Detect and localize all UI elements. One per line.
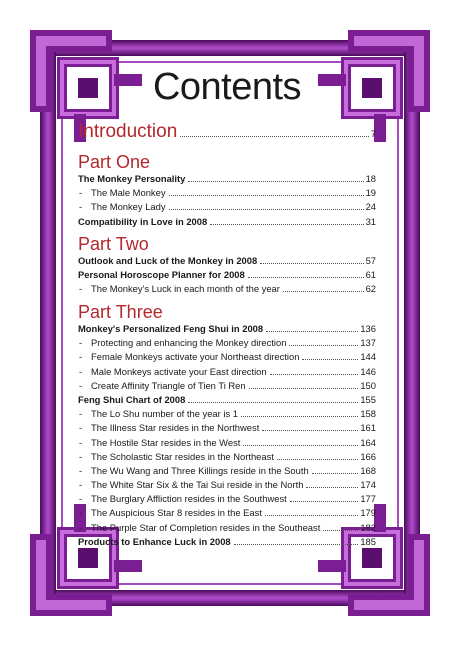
toc-entry[interactable] <box>78 407 376 421</box>
toc-entry[interactable] <box>78 215 376 229</box>
entry-text: - The Illness Star resides in the Northwest <box>78 421 259 435</box>
entry-text: - The White Star Six & the Tai Sui reside in the North <box>78 478 303 492</box>
part-title: Part Three <box>78 302 163 322</box>
toc-entry[interactable] <box>78 365 376 379</box>
leader-dots <box>266 331 358 332</box>
toc-entry[interactable] <box>78 478 376 492</box>
page-number: 164 <box>360 436 376 448</box>
toc-entry[interactable] <box>78 521 376 535</box>
entry-text: - The Scholastic Star resides in the Northeast <box>78 450 274 464</box>
entry-text: Products to Enhance Luck in 2008 <box>78 535 231 547</box>
entry-text: - The Wu Wang and Three Killings reside in the South <box>78 464 309 478</box>
entry-text: - Create Affinity Triangle of Tien Ti Ren <box>78 379 246 393</box>
page-number: 155 <box>360 393 376 405</box>
toc-entry[interactable] <box>78 464 376 478</box>
leader-dots <box>188 181 363 182</box>
toc-entry[interactable] <box>78 254 376 268</box>
entry-text: - Female Monkeys activate your Northeast direction <box>78 350 299 364</box>
page-number: 161 <box>360 422 376 434</box>
toc-entry[interactable] <box>78 492 376 506</box>
entry-text: - The Lo Shu number of the year is 1 <box>78 407 238 421</box>
page-number: 137 <box>360 337 376 349</box>
page-number: 18 <box>365 173 376 184</box>
leader-dots <box>270 374 359 375</box>
part-title: Part Two <box>78 234 149 254</box>
toc-entry[interactable] <box>78 336 376 350</box>
entry-text: Monkey's Personalized Feng Shui in 2008 <box>78 323 264 334</box>
toc-entry[interactable] <box>78 506 376 520</box>
leader-dots <box>243 445 358 446</box>
toc-entry[interactable] <box>78 393 376 407</box>
leader-dots <box>210 224 363 225</box>
toc-entry[interactable] <box>78 421 376 435</box>
toc-entry[interactable] <box>78 379 376 393</box>
entry-text: - Protecting and enhancing the Monkey direction <box>78 336 286 350</box>
entry-text: Compatibility in Love in 2008 <box>78 215 208 227</box>
page-number: 136 <box>360 323 376 334</box>
part-three-section <box>78 302 376 549</box>
page-number: 174 <box>360 479 376 491</box>
entry-text: - The Purple Star of Completion resides in the Southeast <box>78 521 320 535</box>
part-title: Part One <box>78 152 151 172</box>
page-number: 146 <box>360 365 376 377</box>
page-title: Contents <box>152 66 302 108</box>
entry-text: - The Monkey Lady <box>78 200 166 214</box>
leader-dots <box>312 473 359 474</box>
toc-entry[interactable] <box>78 186 376 200</box>
part-one-section <box>78 152 376 229</box>
toc-entry[interactable] <box>78 350 376 364</box>
leader-dots <box>241 416 358 417</box>
toc-entry[interactable] <box>78 450 376 464</box>
leader-dots <box>306 487 358 488</box>
leader-dots <box>283 291 364 292</box>
entry-text: Personal Horoscope Planner for 2008 <box>78 269 245 281</box>
toc-entry[interactable] <box>78 282 376 296</box>
leader-dots <box>169 209 364 210</box>
entry-text: - The Auspicious Star 8 resides in the East <box>78 506 262 520</box>
entry-text: Feng Shui Chart of 2008 <box>78 393 186 405</box>
page-number: 177 <box>360 493 376 505</box>
leader-dots <box>302 359 358 360</box>
leader-dots <box>289 345 358 346</box>
toc-entry[interactable] <box>78 436 376 450</box>
leader-dots <box>188 402 358 403</box>
page-number: 179 <box>360 507 376 519</box>
page-number: 24 <box>365 201 376 213</box>
page-number: 185 <box>360 535 376 547</box>
page-number: 158 <box>360 408 376 420</box>
page-number: 19 <box>365 187 376 199</box>
toc-entry[interactable] <box>78 322 376 336</box>
toc-entry[interactable] <box>78 268 376 282</box>
page-number: 144 <box>360 351 376 363</box>
entry-text: - The Male Monkey <box>78 186 166 200</box>
leader-dots <box>260 263 363 264</box>
entry-text: - The Burglary Affliction resides in the Southwest <box>78 492 287 506</box>
leader-dots <box>265 515 358 516</box>
page-number: 166 <box>360 450 376 462</box>
toc-entry[interactable] <box>78 172 376 186</box>
toc-introduction[interactable] <box>78 121 376 143</box>
page-number: 31 <box>365 215 376 227</box>
page-number: 61 <box>365 269 376 281</box>
part-two-section <box>78 234 376 297</box>
page-number: 7 <box>370 129 376 140</box>
leader-dots <box>180 136 368 137</box>
page-number: 182 <box>360 521 376 533</box>
leader-dots <box>248 277 364 278</box>
introduction-label: Introduction <box>78 121 178 142</box>
entry-text: - The Hostile Star resides in the West <box>78 436 240 450</box>
entry-text: - Male Monkeys activate your East direction <box>78 365 267 379</box>
leader-dots <box>234 544 359 545</box>
leader-dots <box>277 459 358 460</box>
page-number: 150 <box>360 379 376 391</box>
leader-dots <box>323 530 358 531</box>
entry-text: - The Monkey's Luck in each month of the year <box>78 282 280 296</box>
page-number: 62 <box>365 283 376 295</box>
entry-text: The Monkey Personality <box>78 173 186 184</box>
leader-dots <box>249 388 359 389</box>
leader-dots <box>169 195 364 196</box>
entry-text: Outlook and Luck of the Monkey in 2008 <box>78 255 258 266</box>
leader-dots <box>262 430 358 431</box>
toc-entry[interactable] <box>78 535 376 549</box>
page-number: 57 <box>365 255 376 266</box>
toc-entry[interactable] <box>78 200 376 214</box>
page-number: 168 <box>360 464 376 476</box>
leader-dots <box>290 501 359 502</box>
